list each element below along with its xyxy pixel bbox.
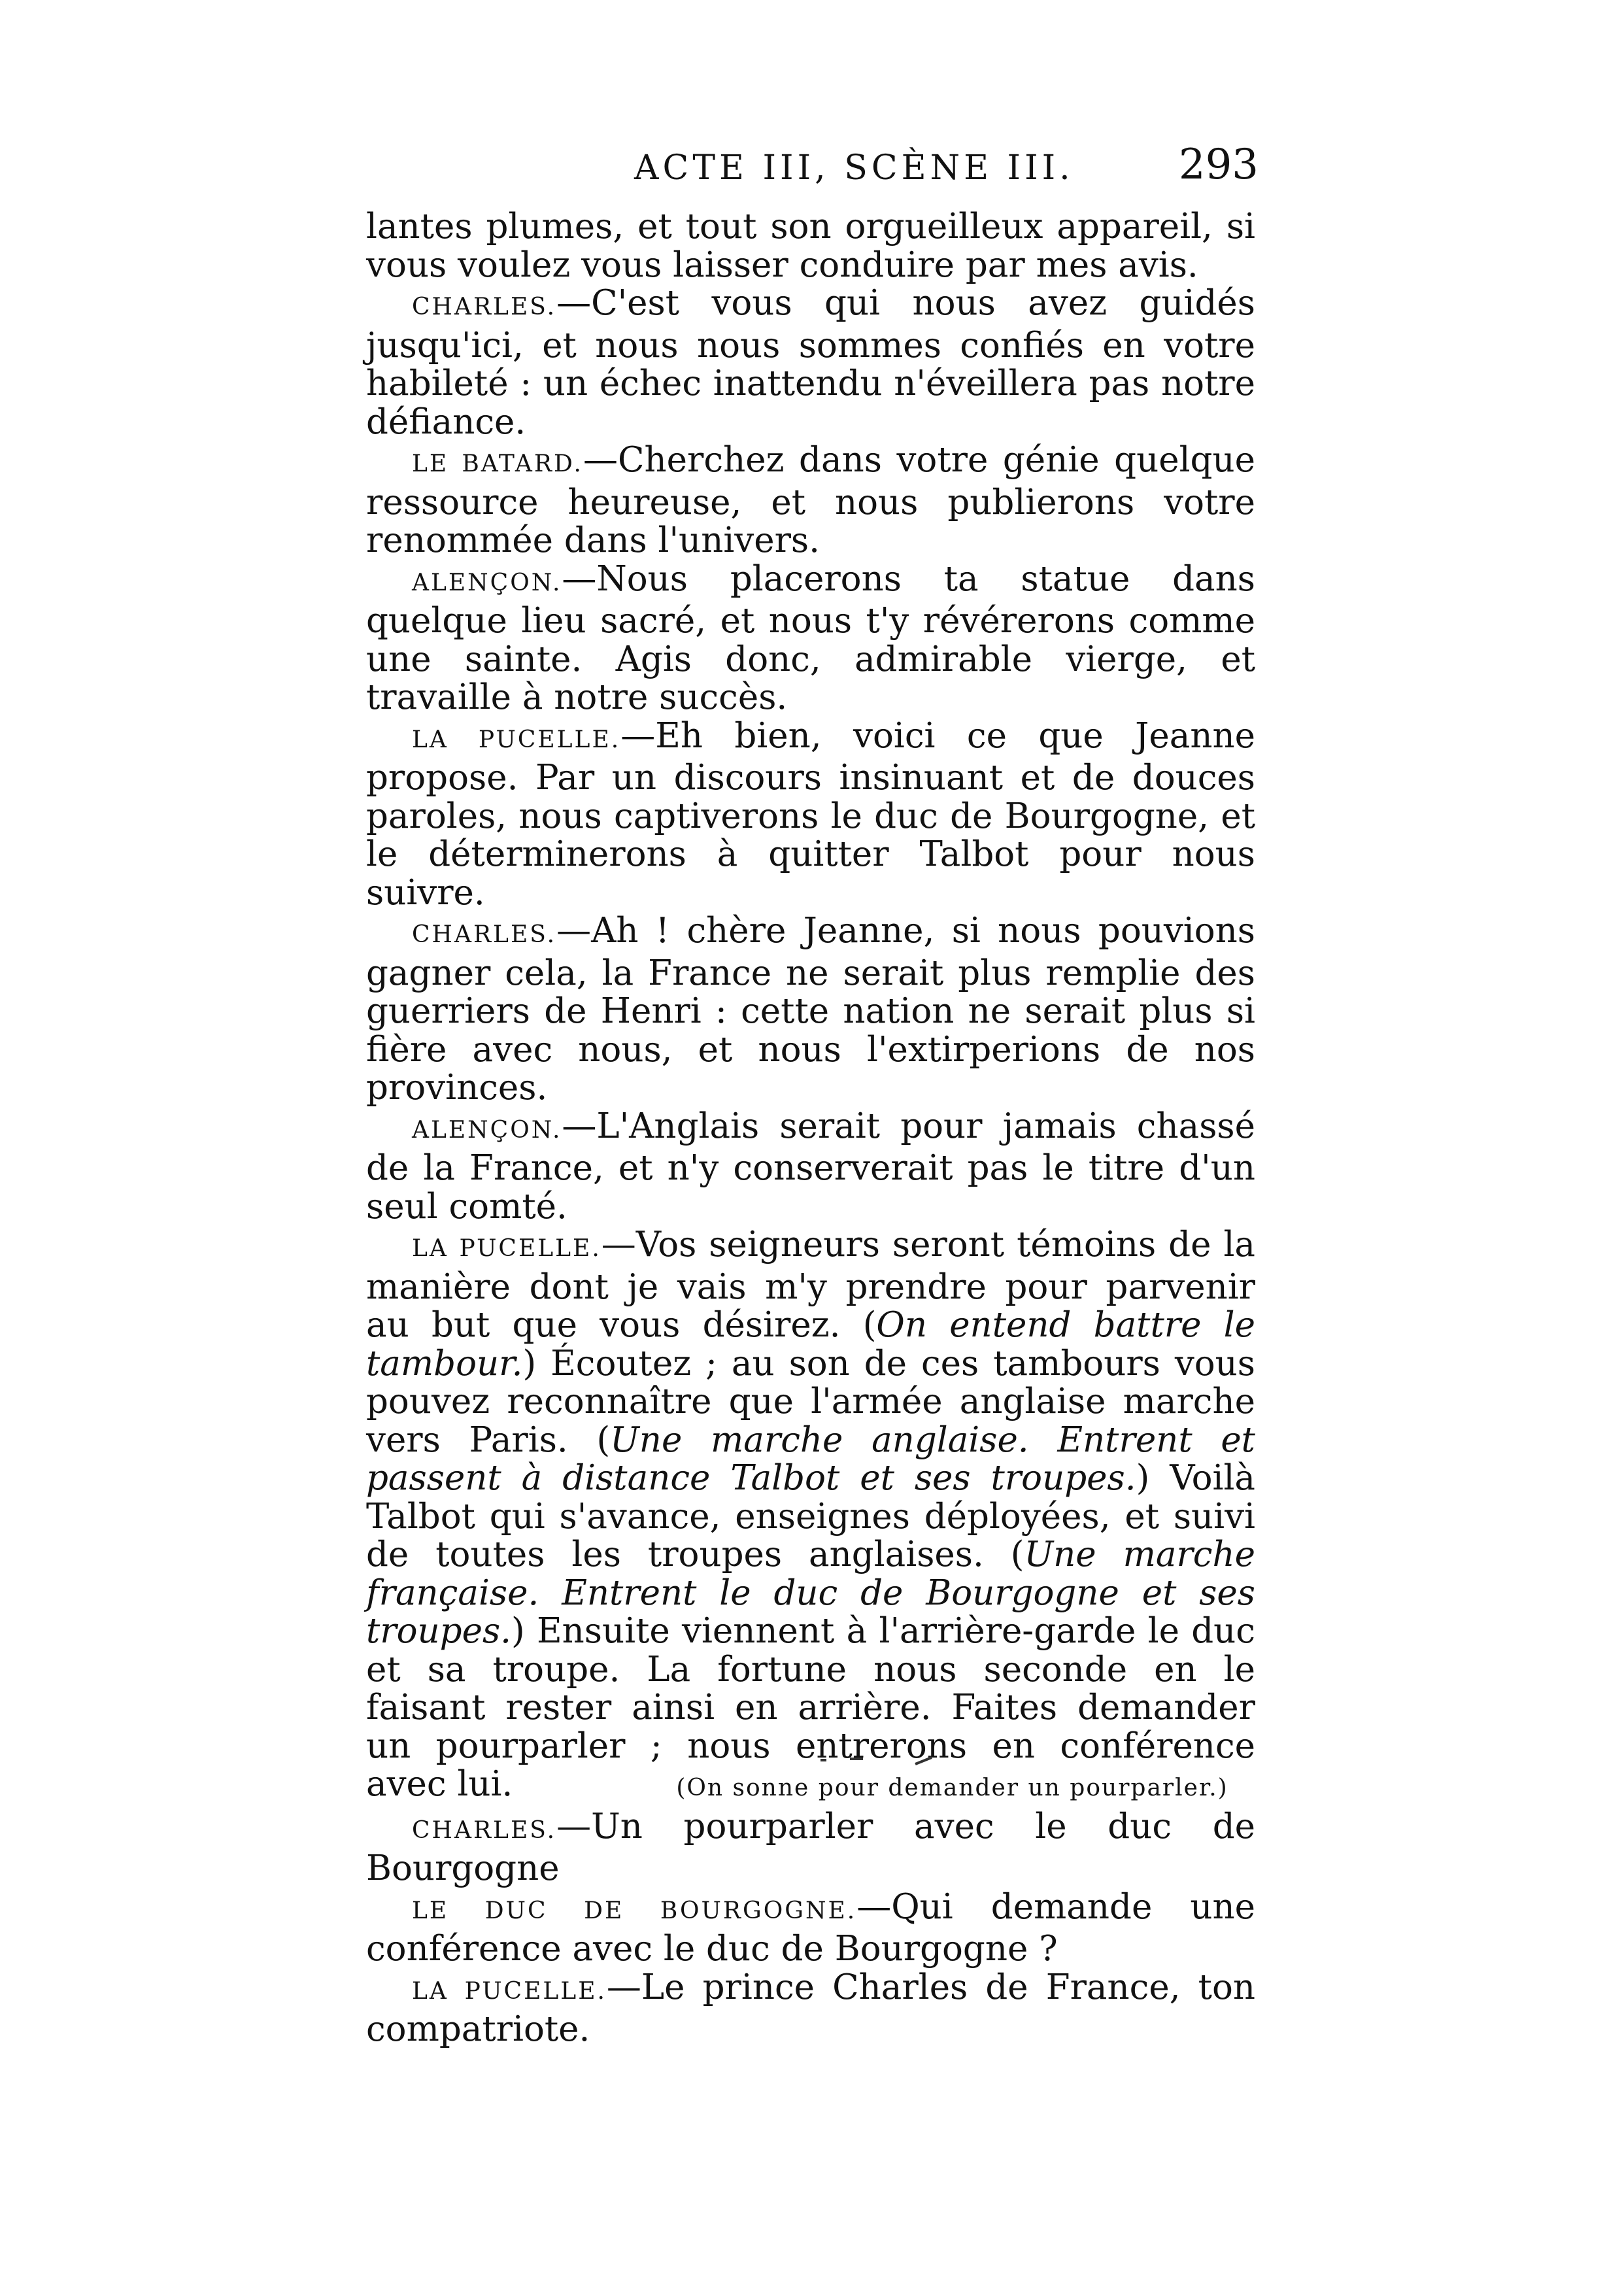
stage-direction: On entend battre le tambour. [366,1305,1255,1384]
speaker-name: CHARLES. [412,294,557,320]
paragraph [366,441,1255,560]
paragraph [366,1226,1255,1808]
speaker-name: LA PUCELLE. [412,1235,601,1262]
dialogue-text: —L'Anglais serait pour jamais chassé de la France, et n'y conserverait pas le titre d'un seul comté. [366,1106,1255,1227]
dialogue-text: —Qui demande une conférence avec le duc de Bourgogne ? [366,1886,1255,1969]
speaker-name: LE BATARD. [412,450,583,477]
speaker-name: ALENÇON. [412,1116,562,1144]
dialogue-text: —Un pourparler avec le duc de Bourgogne [366,1806,1255,1888]
paragraph [366,1108,1255,1227]
paragraph [366,284,1255,441]
page-number: 293 [1178,141,1259,189]
running-head: ACTE III, SCÈNE III. [634,148,1074,188]
paragraph [366,717,1255,913]
dialogue-text: —Ah ! chère Jeanne, si nous pouvions gagner cela, la France ne serait plus remplie des guerriers de Henri : cette nation ne serait plus si fière avec nous, et nous l'extirperions de nos provinces. [366,911,1255,1108]
stage-direction: Une marche anglaise. Entrent et passent à distance Talbot et ses troupes. [366,1420,1255,1498]
end-ornament [817,1752,948,1772]
speaker-name: LA PUCELLE. [412,726,621,753]
stage-direction: (On sonne pour demander un pourparler.) [676,1775,1228,1801]
paragraph [366,912,1255,1108]
page-header [373,141,1259,199]
speaker-name: LA PUCELLE. [412,1977,607,2005]
stage-direction: Une marche française. Entrent le duc de Bourgogne et ses troupes. [366,1535,1255,1651]
paragraph [366,208,1255,284]
dialogue-text: ) Écoutez ; au son de ces tambours vous pouvez reconnaître que l'armée anglaise marche vers Paris. ( [366,1343,1255,1460]
dialogue-text: —Cherchez dans votre génie quelque ressource heureuse, et nous publierons votre renommée dans l'univers. [366,440,1255,560]
dialogue-text: —Vos seigneurs seront témoins de la manière dont je vais m'y prendre pour parvenir au but que vous désirez. ( [366,1225,1256,1345]
dialogue-text: —Nous placerons ta statue dans quelque lieu sacré, et nous t'y révérerons comme une sainte. Agis donc, admirable vierge, et travaille à notre succès. [366,558,1255,717]
ornament-stroke [915,1758,932,1764]
speaker-name: CHARLES. [412,921,557,948]
dialogue-text: —C'est vous qui nous avez guidés jusqu'ici, et nous nous sommes confiés en votre habileté : un échec inattendu n'éveillera pas notre défiance. [366,283,1255,442]
body-text [366,208,1255,2049]
speaker-name: ALENÇON. [412,569,562,596]
dialogue-text: ) Voilà Talbot qui s'avance, enseignes déployées, et suivi de toutes les troupes anglaises. ( [366,1458,1256,1574]
paragraph [366,1969,1255,2049]
dialogue-text: —Eh bien, voici ce que Jeanne propose. Par un discours insinuant et de douces paroles, nous captiverons le duc de Bourgogne, et le déterminerons à quitter Talbot pour nous suivre. [366,715,1256,913]
paragraph [366,560,1255,717]
dialogue-text: lantes plumes, et tout son orgueilleux appareil, si vous voulez vous laisser conduire par mes avis. [366,207,1255,285]
paragraph [366,1808,1255,1888]
dialogue-text: ) Ensuite viennent à l'arrière-garde le duc et sa troupe. La fortune nous seconde en le faisant rester ainsi en arrière. Faites demander un pourparler ; nous entrerons en conférence avec lui. [366,1611,1255,1804]
speaker-name: CHARLES. [412,1816,557,1844]
speaker-name: LE DUC DE BOURGOGNE. [412,1897,857,1924]
dialogue-text: —Le prince Charles de France, ton compatriote. [366,1967,1256,2049]
paragraph [366,1888,1255,1969]
